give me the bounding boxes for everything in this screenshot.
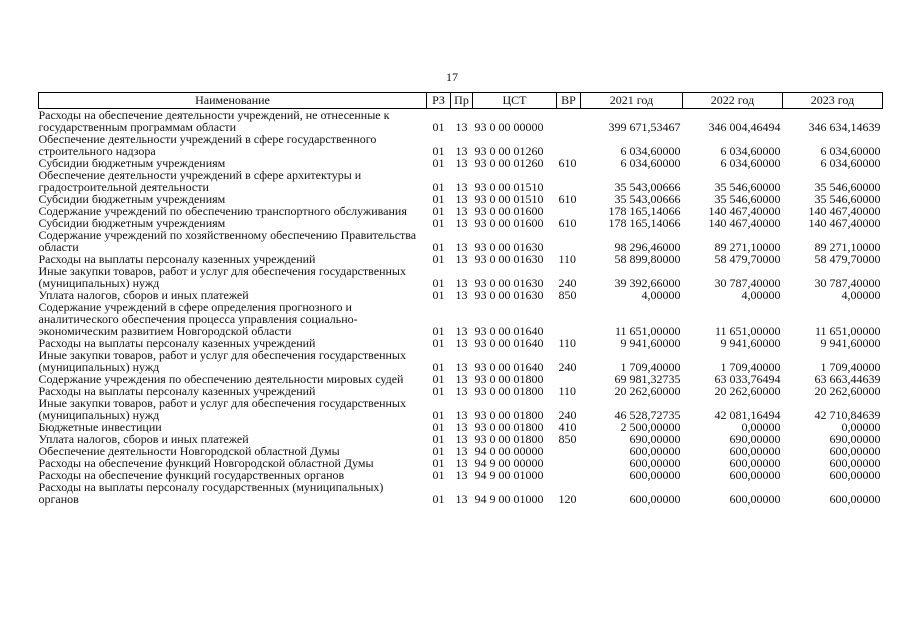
row-cst: 94 9 00 01000 [474, 492, 544, 506]
row-rz: 01 [432, 408, 445, 422]
row-pr: 13 [455, 288, 468, 302]
row-2023: 690,00000 [829, 432, 881, 446]
row-name: Расходы на обеспечение деятельности учреждений, не отнесенные к государственным программам области [38, 108, 390, 134]
row-2022: 0,00000 [741, 420, 781, 434]
row-name: Расходы на выплаты персоналу казенных учреждений [38, 252, 316, 266]
row-pr: 13 [455, 456, 468, 470]
table-row [39, 301, 883, 337]
row-pr: 13 [455, 144, 468, 158]
row-2021: 2 500,00000 [620, 420, 681, 434]
row-rz: 01 [432, 252, 445, 266]
row-pr: 13 [455, 420, 468, 434]
row-2023: 600,00000 [829, 456, 881, 470]
row-vr [557, 109, 581, 134]
row-2021: 35 543,00666 [614, 180, 681, 194]
row-2021: 6 034,60000 [620, 156, 681, 170]
row-pr: 13 [455, 336, 468, 350]
row-cst: 93 0 00 01260 [474, 156, 544, 170]
row-pr: 13 [455, 384, 468, 398]
row-2022: 1 709,40000 [720, 360, 781, 374]
row-2023: 0,00000 [841, 420, 881, 434]
row-2023: 600,00000 [829, 492, 881, 506]
row-rz: 01 [432, 420, 445, 434]
row-vr: 850 [558, 288, 577, 302]
row-name: Иные закупки товаров, работ и услуг для обеспечения государственных (муниципальных) нужд [38, 348, 406, 374]
row-vr: 240 [558, 408, 577, 422]
table-body [39, 109, 883, 506]
row-2021: 46 528,72735 [614, 408, 681, 422]
row-pr: 13 [455, 408, 468, 422]
header-rz: РЗ [427, 93, 451, 109]
row-rz: 01 [432, 216, 445, 230]
header-2023: 2023 год [783, 93, 883, 109]
row-2022: 140 467,40000 [708, 216, 781, 230]
row-2023: 600,00000 [829, 444, 881, 458]
row-pr: 13 [455, 252, 468, 266]
row-2023: 30 787,40000 [814, 276, 881, 290]
row-name: Содержание учреждений по обеспечению транспортного обслуживания [38, 204, 407, 218]
row-2021: 6 034,60000 [620, 144, 681, 158]
row-pr: 13 [455, 468, 468, 482]
row-cst: 93 0 00 01630 [474, 252, 544, 266]
row-2023: 1 709,40000 [820, 360, 881, 374]
header-vr: ВР [557, 93, 581, 109]
row-vr: 410 [558, 420, 577, 434]
row-2023: 9 941,60000 [820, 336, 881, 350]
row-rz: 01 [432, 384, 445, 398]
row-2022: 140 467,40000 [708, 204, 781, 218]
row-rz: 01 [432, 204, 445, 218]
row-pr: 13 [455, 120, 468, 134]
row-cst: 93 0 00 01640 [474, 324, 544, 338]
row-name: Иные закупки товаров, работ и услуг для обеспечения государственных (муниципальных) нужд [38, 264, 406, 290]
row-cst: 93 0 00 01510 [474, 192, 544, 206]
row-cst: 94 9 00 01000 [474, 468, 544, 482]
row-2021: 690,00000 [629, 432, 681, 446]
row-cst: 93 0 00 01630 [474, 240, 544, 254]
row-rz: 01 [432, 288, 445, 302]
row-2023: 600,00000 [829, 468, 881, 482]
row-2023: 35 546,60000 [814, 192, 881, 206]
row-2022: 6 034,60000 [720, 156, 781, 170]
row-2023: 42 710,84639 [814, 408, 881, 422]
row-name: Уплата налогов, сборов и иных платежей [38, 288, 249, 302]
row-rz: 01 [432, 144, 445, 158]
row-pr: 13 [455, 156, 468, 170]
row-cst: 94 0 00 00000 [474, 444, 544, 458]
row-2022: 89 271,10000 [714, 240, 781, 254]
row-2021: 20 262,60000 [614, 384, 681, 398]
row-pr: 13 [455, 324, 468, 338]
row-cst: 93 0 00 01800 [474, 420, 544, 434]
row-pr: 13 [455, 372, 468, 386]
row-2022: 30 787,40000 [714, 276, 781, 290]
row-name: Субсидии бюджетным учреждениям [38, 192, 226, 206]
row-2022: 11 651,00000 [714, 324, 781, 338]
row-name: Обеспечение деятельности Новгородской областной Думы [38, 444, 340, 458]
table-row [39, 265, 883, 289]
page-number: 17 [446, 70, 458, 84]
row-2023: 89 271,10000 [814, 240, 881, 254]
row-vr [557, 229, 581, 253]
row-2022: 4,00000 [741, 288, 781, 302]
row-2021: 35 543,00666 [614, 192, 681, 206]
row-2023: 20 262,60000 [814, 384, 881, 398]
row-rz: 01 [432, 372, 445, 386]
row-name: Содержание учреждения по обеспечению деятельности мировых судей [38, 372, 404, 386]
row-rz: 01 [432, 492, 445, 506]
row-2022: 63 033,76494 [714, 372, 781, 386]
row-2023: 4,00000 [841, 288, 881, 302]
row-pr: 13 [455, 204, 468, 218]
row-pr: 13 [455, 276, 468, 290]
row-rz: 01 [432, 180, 445, 194]
row-2023: 58 479,70000 [814, 252, 881, 266]
row-name: Бюджетные инвестиции [38, 420, 162, 434]
budget-table [38, 92, 883, 505]
table-row [39, 229, 883, 253]
row-rz: 01 [432, 360, 445, 374]
row-cst: 93 0 00 01630 [474, 276, 544, 290]
row-name: Обеспечение деятельности учреждений в сфере государственного строительного надзора [38, 132, 377, 158]
row-rz: 01 [432, 156, 445, 170]
row-2021: 1 709,40000 [620, 360, 681, 374]
row-pr: 13 [455, 216, 468, 230]
row-cst: 93 0 00 01600 [474, 204, 544, 218]
row-cst: 93 0 00 01630 [474, 288, 544, 302]
row-2022: 35 546,60000 [714, 180, 781, 194]
row-pr: 13 [455, 432, 468, 446]
row-2022: 6 034,60000 [720, 144, 781, 158]
table-row [39, 481, 883, 505]
row-pr: 13 [455, 192, 468, 206]
row-2022: 58 479,70000 [714, 252, 781, 266]
row-name: Расходы на выплаты персоналу государственных (муниципальных) органов [38, 480, 384, 506]
row-vr: 110 [558, 384, 577, 398]
row-name: Расходы на обеспечение функций государственных органов [38, 468, 345, 482]
row-name: Содержание учреждений по хозяйственному обеспечению Правительства области [38, 228, 417, 254]
row-cst: 93 0 00 01510 [474, 180, 544, 194]
row-name: Расходы на обеспечение функций Новгородской областной Думы [38, 456, 374, 470]
row-pr: 13 [455, 444, 468, 458]
header-2021: 2021 год [581, 93, 683, 109]
row-pr: 13 [455, 180, 468, 194]
row-rz: 01 [432, 432, 445, 446]
row-2022: 20 262,60000 [714, 384, 781, 398]
row-2021: 600,00000 [629, 468, 681, 482]
row-2023: 11 651,00000 [814, 324, 881, 338]
row-rz: 01 [432, 120, 445, 134]
table-row [39, 133, 883, 157]
row-2023: 140 467,40000 [808, 204, 881, 218]
table-row [39, 349, 883, 373]
row-2021: 11 651,00000 [614, 324, 681, 338]
row-name: Уплата налогов, сборов и иных платежей [38, 432, 249, 446]
row-2023: 6 034,60000 [820, 144, 881, 158]
row-2021: 600,00000 [629, 456, 681, 470]
table-row [39, 397, 883, 421]
row-2023: 63 663,44639 [814, 372, 881, 386]
row-vr: 850 [558, 432, 577, 446]
row-pr: 13 [455, 240, 468, 254]
row-vr: 610 [558, 192, 577, 206]
row-cst: 93 0 00 01800 [474, 384, 544, 398]
row-2021: 69 981,32735 [614, 372, 681, 386]
row-name: Содержание учреждений в сфере определения прогнозного и аналитического обеспечения процесса управления социально-экономическим развитием Новгородской области [38, 300, 358, 338]
row-2022: 600,00000 [729, 492, 781, 506]
row-vr [557, 445, 581, 457]
row-vr: 610 [558, 216, 577, 230]
row-cst: 93 0 00 00000 [474, 120, 544, 134]
row-cst: 94 9 00 00000 [474, 456, 544, 470]
row-vr [557, 301, 581, 337]
row-rz: 01 [432, 192, 445, 206]
row-2022: 600,00000 [729, 456, 781, 470]
row-name: Субсидии бюджетным учреждениям [38, 216, 226, 230]
row-cst: 93 0 00 01800 [474, 408, 544, 422]
table-header-row [39, 93, 883, 109]
table-row [39, 109, 883, 134]
header-name: Наименование [39, 93, 427, 109]
row-cst: 93 0 00 01800 [474, 432, 544, 446]
row-2021: 600,00000 [629, 492, 681, 506]
row-2021: 9 941,60000 [620, 336, 681, 350]
row-2022: 346 004,46494 [708, 120, 781, 134]
row-vr: 610 [558, 156, 577, 170]
row-2021: 98 296,46000 [614, 240, 681, 254]
row-2021: 58 899,80000 [614, 252, 681, 266]
row-rz: 01 [432, 276, 445, 290]
row-pr: 13 [455, 492, 468, 506]
row-2022: 42 081,16494 [714, 408, 781, 422]
row-cst: 93 0 00 01640 [474, 336, 544, 350]
row-name: Субсидии бюджетным учреждениям [38, 156, 226, 170]
row-rz: 01 [432, 240, 445, 254]
row-cst: 93 0 00 01640 [474, 360, 544, 374]
row-2023: 6 034,60000 [820, 156, 881, 170]
row-pr: 13 [455, 360, 468, 374]
row-vr: 120 [558, 492, 577, 506]
row-rz: 01 [432, 468, 445, 482]
row-2021: 178 165,14066 [608, 204, 681, 218]
header-2022: 2022 год [683, 93, 783, 109]
header-pr: Пр [451, 93, 473, 109]
row-name: Расходы на выплаты персоналу казенных учреждений [38, 384, 316, 398]
row-2021: 4,00000 [641, 288, 681, 302]
row-vr: 110 [558, 252, 577, 266]
row-2021: 39 392,66000 [614, 276, 681, 290]
row-vr [557, 133, 581, 157]
row-rz: 01 [432, 444, 445, 458]
row-2022: 9 941,60000 [720, 336, 781, 350]
row-2022: 600,00000 [729, 444, 781, 458]
row-2022: 690,00000 [729, 432, 781, 446]
row-cst: 93 0 00 01260 [474, 144, 544, 158]
row-2021: 178 165,14066 [608, 216, 681, 230]
row-name: Расходы на выплаты персоналу казенных учреждений [38, 336, 316, 350]
row-2021: 399 671,53467 [608, 120, 681, 134]
row-2023: 35 546,60000 [814, 180, 881, 194]
row-vr: 110 [558, 336, 577, 350]
table-row [39, 169, 883, 193]
row-vr: 240 [558, 360, 577, 374]
row-vr [557, 457, 581, 469]
row-vr: 240 [558, 276, 577, 290]
row-2023: 140 467,40000 [808, 216, 881, 230]
row-2023: 346 634,14639 [808, 120, 881, 134]
row-cst: 93 0 00 01600 [474, 216, 544, 230]
row-rz: 01 [432, 336, 445, 350]
row-rz: 01 [432, 324, 445, 338]
row-2022: 35 546,60000 [714, 192, 781, 206]
row-2022: 600,00000 [729, 468, 781, 482]
row-vr [557, 469, 581, 481]
row-vr [557, 169, 581, 193]
header-cst: ЦСТ [473, 93, 557, 109]
row-name: Обеспечение деятельности учреждений в сфере архитектуры и градостроительной деятельности [38, 168, 362, 194]
row-2021: 600,00000 [629, 444, 681, 458]
row-name: Иные закупки товаров, работ и услуг для обеспечения государственных (муниципальных) нужд [38, 396, 406, 422]
row-cst: 93 0 00 01800 [474, 372, 544, 386]
row-rz: 01 [432, 456, 445, 470]
